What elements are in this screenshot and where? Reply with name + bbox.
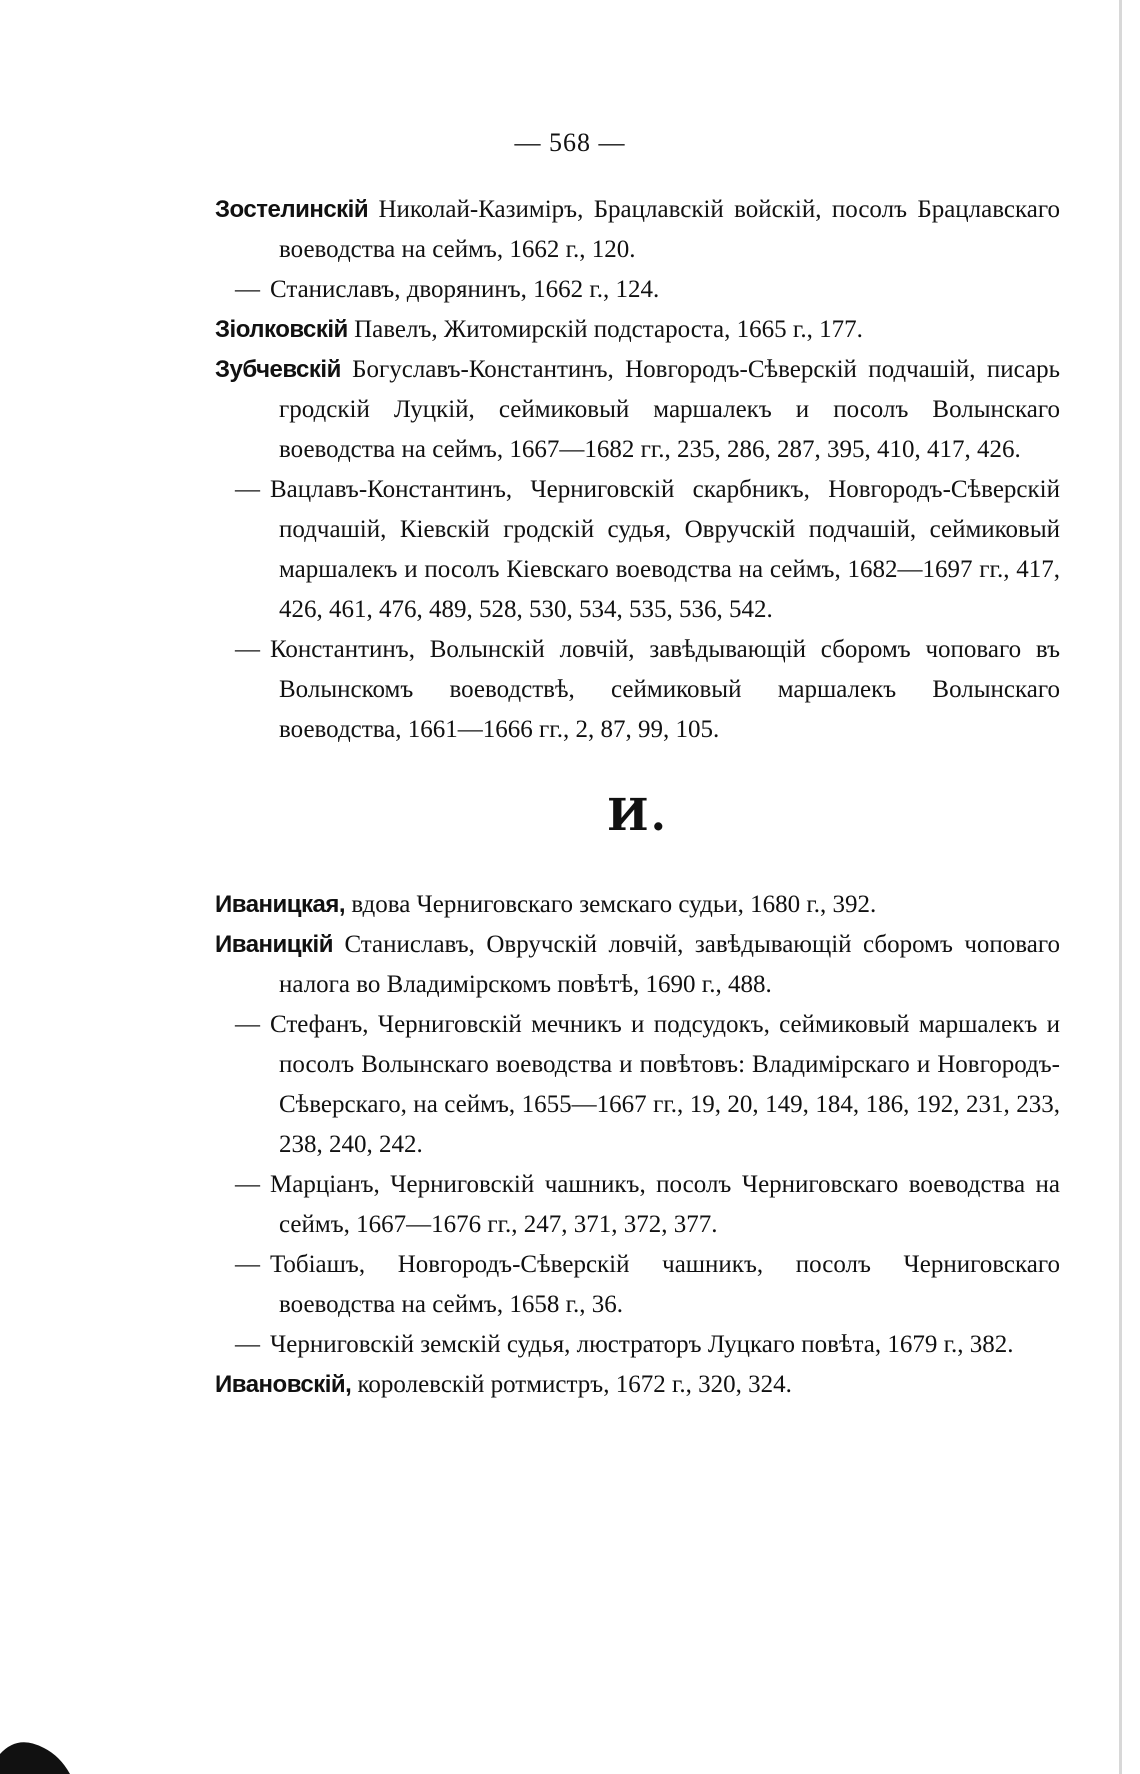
entry-text: Станиславъ, дворянинъ, 1662 г., 124.	[270, 276, 660, 303]
entry-text: Станиславъ, Овручскій ловчій, завѣдывающій сборомъ чоповаго налога во Владимірскомъ повѣтѣ, 1690 г., 488.	[279, 931, 1061, 998]
entry-text: Николай-Казиміръ, Брацлавскій войскій, посолъ Брацлавскаго воеводства на сеймъ, 1662 г., 120.	[279, 196, 1060, 263]
entry	[215, 1245, 1060, 1325]
entry-text: королевскій ротмистръ, 1672 г., 320, 324.	[357, 1371, 792, 1398]
index-entries	[215, 190, 1060, 1405]
entry	[215, 470, 1060, 630]
entry-surname: Иваницкій	[215, 931, 333, 958]
entry-text: Марціанъ, Черниговскій чашникъ, посолъ Черниговскаго воеводства на сеймъ, 1667—1676 гг., 247, 371, 372, 377.	[270, 1171, 1060, 1238]
entry-surname: Иваницкая,	[215, 891, 346, 918]
entry-text: вдова Черниговскаго земскаго судьи, 1680 г., 392.	[351, 891, 877, 918]
entry-dash: —	[235, 476, 260, 503]
entry	[215, 270, 1060, 310]
entry-text: Павелъ, Житомирскій подстароста, 1665 г., 177.	[354, 316, 863, 343]
section-letter: И.	[607, 790, 668, 841]
entry-surname: Зостелинскій	[215, 196, 369, 223]
entry-dash: —	[235, 276, 260, 303]
entry-surname: Ивановскій,	[215, 1371, 352, 1398]
entry-text: Стефанъ, Черниговскій мечникъ и подсудокъ, сеймиковый маршалекъ и посолъ Волынскаго воеводства и повѣтовъ: Владимірскаго и Новгородъ-Сѣверскаго, на сеймъ, 1655—1667 гг., 19, 20, 149, 184, 186, 192, 231, 233, 238, 240, 242.	[270, 1011, 1060, 1158]
entry	[215, 925, 1060, 1005]
entry-text: Богуславъ-Константинъ, Новгородъ-Сѣверскій подчашій, писарь гродскій Луцкій, сеймиковый маршалекъ и посолъ Волынскаго воеводства на сеймъ, 1667—1682 гг., 235, 286, 287, 395, 410, 417, 426.	[279, 356, 1061, 463]
entry	[215, 630, 1060, 750]
entry	[215, 190, 1060, 270]
entry-surname: Зіолковскій	[215, 316, 348, 343]
entry-text: Черниговскій земскій судья, люстраторъ Луцкаго повѣта, 1679 г., 382.	[270, 1331, 1014, 1358]
entry-dash: —	[235, 1011, 260, 1038]
entry	[215, 350, 1060, 470]
entry	[215, 1165, 1060, 1245]
page-edge	[1119, 0, 1122, 1774]
entry-text: Тобіашъ, Новгородъ-Сѣверскій чашникъ, посолъ Черниговскаго воеводства на сеймъ, 1658 г., 36.	[270, 1251, 1060, 1318]
entry	[215, 310, 1060, 350]
entry	[215, 1005, 1060, 1165]
entry-dash: —	[235, 1251, 260, 1278]
entry-text: Константинъ, Волынскій ловчій, завѣдывающій сборомъ чоповаго въ Волынскомъ воеводствѣ, сеймиковый маршалекъ Волынскаго воеводства, 1661—1666 гг., 2, 87, 99, 105.	[270, 636, 1060, 743]
entry-dash: —	[235, 1171, 260, 1198]
ink-blot-icon	[0, 1728, 70, 1774]
entry	[215, 1325, 1060, 1365]
page-number: — 568 —	[514, 128, 626, 157]
entry	[215, 1365, 1060, 1405]
entry-surname: Зубчевскій	[215, 356, 341, 383]
entry-dash: —	[235, 1331, 260, 1358]
entry-text: Вацлавъ-Константинъ, Черниговскій скарбникъ, Новгородъ-Сѣверскій подчашій, Кіевскій гродскій судья, Овручскій подчашій, сеймиковый маршалекъ и посолъ Кіевскаго воеводства на сеймъ, 1682—1697 гг., 417, 426, 461, 476, 489, 528, 530, 534, 535, 536, 542.	[270, 476, 1060, 623]
entry-dash: —	[235, 636, 260, 663]
entry	[215, 885, 1060, 925]
